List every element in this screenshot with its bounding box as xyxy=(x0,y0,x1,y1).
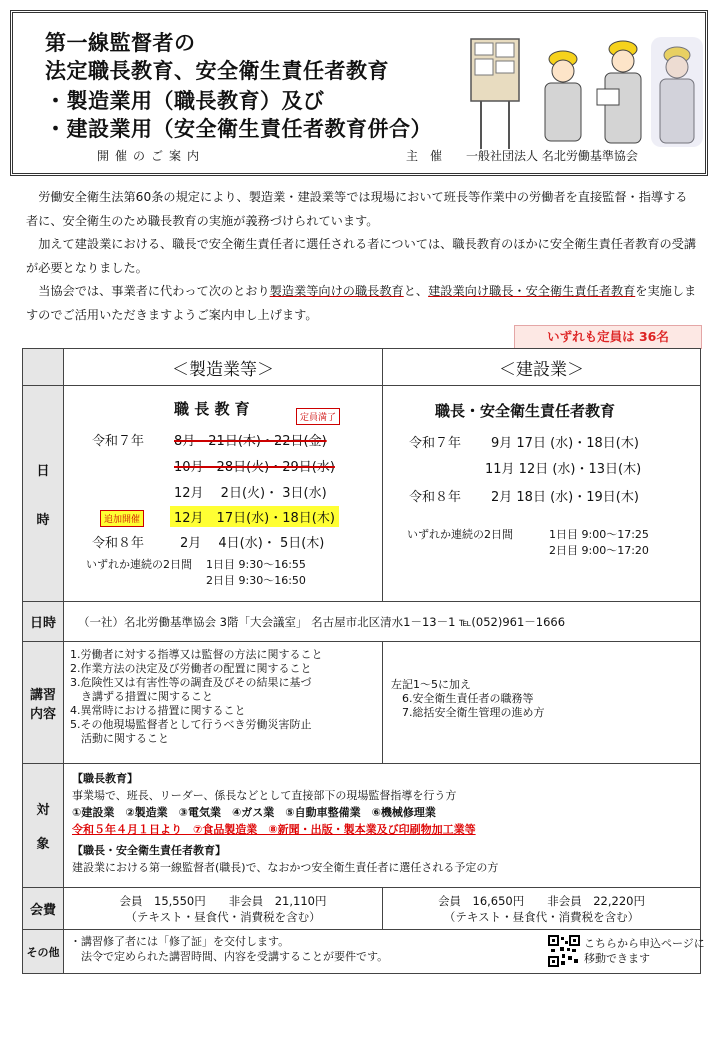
target-line-1: 事業場で、班長、リーダー、係長などとして直接部下の現場監督指導を行う方 xyxy=(72,789,457,802)
target-text xyxy=(64,764,701,888)
con-date-2: 11月 12日 (水)・13日(木) xyxy=(485,462,642,477)
list-item: 5.その他現場監督者として行うべき労働災害防止 xyxy=(70,718,312,731)
mfg-date-1: 8月 21日(木)・22日(金) xyxy=(174,434,327,449)
list-item: 3.危険性又は有害性等の調査及びその結果に基づ xyxy=(70,676,312,689)
venue-text: （一社）名北労働基準協会 3階「大会議室」 名古屋市北区清水1－13－1 ℡(052)961－1666 xyxy=(64,602,701,642)
con-course-title: 職長・安全衛生責任者教育 xyxy=(435,402,616,420)
other-text xyxy=(64,930,705,974)
target-heading-1: 【職長教育】 xyxy=(72,772,138,785)
list-item: 4.異常時における措置に関すること xyxy=(70,704,246,717)
qr-note-line-1: こちらから申込ページに xyxy=(584,937,705,950)
col-mfg-header: ＜製造業等＞ xyxy=(64,349,383,386)
list-item: 7.総括安全衛生管理の進め方 xyxy=(391,706,545,719)
mfg-date-5: 2月 4日(水)・ 5日(木) xyxy=(180,536,325,551)
con-era-1: 令和７年 xyxy=(409,436,462,451)
target-heading-2: 【職長・安全衛生責任者教育】 xyxy=(72,844,226,857)
mfg-era-1: 令和７年 xyxy=(92,434,145,449)
host-label: 主 催 一般社団法人 名北労働基準協会 xyxy=(406,149,638,163)
qr-note[interactable] xyxy=(584,936,705,966)
mfg-date-3: 12月 2日(火)・ 3日(水) xyxy=(174,486,327,501)
intro-link-con: 建設業向け職長・安全衛生責任者教育 xyxy=(428,284,636,298)
fee-mfg-line-1: 会員 15,550円 非会員 21,110円 xyxy=(119,893,327,908)
mfg-time-note: いずれか連続の2日間 xyxy=(86,558,192,571)
target-line-2: ①建設業 ②製造業 ③電気業 ④ガス業 ⑤自動車整備業 ⑥機械修理業 xyxy=(72,806,436,819)
con-date-3: 2月 18日 (水)・19日(木) xyxy=(491,490,639,505)
fee-mfg xyxy=(64,888,383,930)
corner-cell xyxy=(23,349,64,386)
title-line-3: ・製造業用（職長教育）及び xyxy=(45,89,325,113)
target-line-4: 建設業における第一線監督者(職長)で、なおかつ安全衛生責任者に選任される予定の方 xyxy=(72,861,499,874)
intro-paragraph-2: 加えて建設業における、職長で安全衛生責任者に選任される者については、職長教育のほかに安全衛生責任者教育の受講が必要となりました。 xyxy=(26,237,697,275)
intro-text xyxy=(26,186,698,327)
list-item: 6.安全衛生責任者の職務等 xyxy=(391,692,534,705)
con-schedule xyxy=(383,386,701,602)
intro-text-b: と、 xyxy=(403,284,429,298)
mfg-time-1: 1日目 9:30～16:55 xyxy=(206,558,306,571)
capacity-badge: いずれも定員は 36名 xyxy=(514,325,702,349)
fee-mfg-line-2: （テキスト・昼食代・消費税を含む） xyxy=(125,909,321,924)
list-item: 1.労働者に対する指導又は監督の方法に関すること xyxy=(70,648,323,661)
fee-con-line-1: 会員 16,650円 非会員 22,220円 xyxy=(438,893,645,908)
con-time-note: いずれか連続の2日間 xyxy=(407,528,513,541)
target-label-1: 対 xyxy=(36,803,50,818)
fee-con xyxy=(383,888,701,930)
target-label-2: 象 xyxy=(36,837,50,852)
qr-code-icon[interactable] xyxy=(548,935,580,967)
intro-text-a: 当協会では、事業者に代わって次のとおり xyxy=(38,284,270,298)
target-line-3: 令和５年４月１日より ⑦食品製造業 ⑧新聞・出版・製本業及び印刷物加工業等 xyxy=(72,823,476,836)
mfg-schedule xyxy=(64,386,383,602)
con-time-2: 2日目 9:00～17:20 xyxy=(549,544,649,557)
content-con xyxy=(383,642,701,764)
con-era-2: 令和８年 xyxy=(409,490,462,505)
venue-label: 日時 xyxy=(23,602,64,642)
content-mfg xyxy=(64,642,383,764)
fee-con-line-2: （テキスト・昼食代・消費税を含む） xyxy=(443,909,640,924)
header-box xyxy=(10,10,708,176)
con-date-1: 9月 17日 (水)・18日(木) xyxy=(491,436,639,451)
intro-paragraph-1: 労働安全衛生法第60条の規定により、製造業・建設業等では現場において班長等作業中の労働者を直接監督・指導する者に、安全衛生のため職長教育の実施が義務づけられています。 xyxy=(26,190,688,228)
con-time-1: 1日目 9:00～17:25 xyxy=(549,528,649,541)
list-item: 左記1～5に加え xyxy=(391,678,471,691)
workers-illustration xyxy=(463,29,709,159)
list-item: き講ずる措置に関すること xyxy=(70,690,213,703)
intro-text-c: を実施しますのでご活用いただきますようご案内申し上げます。 xyxy=(26,284,697,322)
extra-stamp: 追加開催 xyxy=(100,510,144,527)
target-label xyxy=(23,764,64,888)
guide-label: 開催のご案内 xyxy=(97,149,206,163)
list-item: 2.作業方法の決定及び労働者の配置に関すること xyxy=(70,662,312,675)
fee-label: 会費 xyxy=(23,888,64,930)
title-line-4: ・建設業用（安全衛生責任者教育併合） xyxy=(45,117,432,141)
schedule-label xyxy=(23,386,64,602)
other-line-2: 法令で定められた講習時間、内容を受講することが要件です。 xyxy=(70,950,389,963)
other-label: その他 xyxy=(23,930,64,974)
schedule-label-2: 時 xyxy=(36,512,50,528)
col-con-header: ＜建設業＞ xyxy=(383,349,701,386)
mfg-time-2: 2日目 9:30～16:50 xyxy=(206,574,306,587)
content-con-list xyxy=(391,678,696,720)
mfg-era-2: 令和８年 xyxy=(92,536,145,551)
intro-paragraph-3 xyxy=(26,280,698,327)
qr-note-line-2: 移動できます xyxy=(584,952,650,965)
mfg-date-2: 10月 28日(火)・29日(水) xyxy=(174,460,335,475)
content-mfg-list xyxy=(70,648,378,746)
title-line-2: 法定職長教育、安全衛生責任者教育 xyxy=(45,59,389,83)
title-line-1: 第一線監督者の xyxy=(45,31,196,55)
mfg-course-title: 職 長 教 育 xyxy=(174,400,250,418)
mfg-date-4: 12月 17日(水)・18日(木) xyxy=(170,506,339,527)
content-label: 講習内容 xyxy=(23,642,64,764)
full-stamp: 定員満了 xyxy=(296,408,340,425)
schedule-label-1: 日 xyxy=(36,463,50,479)
list-item: 活動に関すること xyxy=(70,732,169,745)
other-line-1: ・講習修了者には「修了証」を交付します。 xyxy=(70,935,290,948)
intro-link-mfg: 製造業等向けの職長教育 xyxy=(269,284,404,298)
course-table xyxy=(22,348,705,974)
